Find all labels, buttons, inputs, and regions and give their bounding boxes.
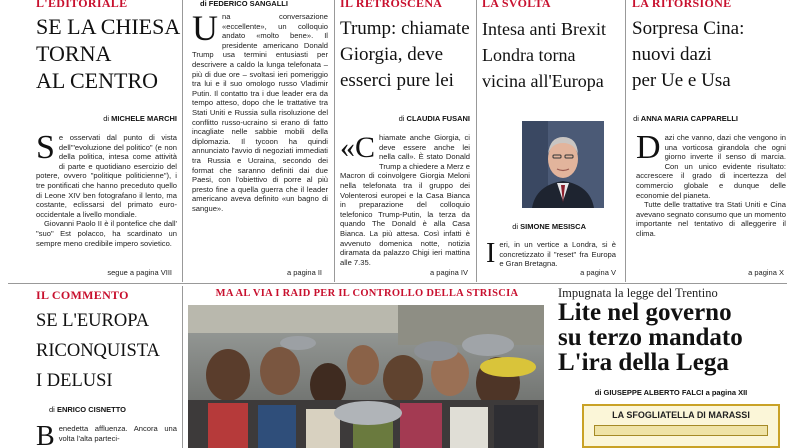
editorial-byline: di MICHELE MARCHI bbox=[103, 114, 177, 123]
headline-line: Trump: chiamate bbox=[340, 18, 470, 39]
portrait-image bbox=[522, 121, 604, 208]
author-name: SIMONE MESISCA bbox=[520, 222, 586, 231]
commento-byline: di ENRICO CISNETTO bbox=[49, 405, 126, 414]
headline-line: I DELUSI bbox=[36, 371, 113, 391]
retroscena-byline: di CLAUDIA FUSANI bbox=[398, 114, 470, 123]
author-name: MICHELE MARCHI bbox=[111, 114, 177, 123]
ritorsione-body: Dazi che vanno, dazi che vengono in una vorticosa girandola che ogni giorno inverte il senso di marcia. Con un unico evidente risultato: accrescere il grado di incertezza del commercio globale e dunque delle economie del pianeta. Tutte delle trattative tra Stati Uniti e Cina avevano segnato consumo que un momento importante nel tentativo di alleggerire il clima. bbox=[636, 133, 786, 238]
headline-line: vicina all'Europa bbox=[482, 71, 604, 91]
starmer-photo bbox=[522, 121, 604, 208]
ad-title: LA SFOGLIATELLA DI MARASSI bbox=[612, 410, 750, 420]
headline-line: Londra torna bbox=[482, 45, 576, 65]
dropcap: S bbox=[36, 133, 55, 166]
commento-kicker: IL COMMENTO bbox=[36, 288, 129, 302]
headline-line: SE L'EUROPA bbox=[36, 311, 150, 331]
headline-line: su terzo mandato bbox=[558, 324, 743, 351]
ad-banner-strip bbox=[594, 425, 768, 436]
commento-body: Benedetta affluenza. Ancora una volta l'alta parteci- bbox=[36, 424, 177, 448]
author-name: ANNA MARIA CAPPARELLI bbox=[640, 114, 738, 123]
row-rule bbox=[8, 283, 787, 284]
gaza-photo bbox=[188, 305, 544, 448]
crowd-image bbox=[188, 305, 544, 448]
headline-line: Sorpresa Cina: bbox=[632, 18, 745, 39]
svolta-kicker: LA SVOLTA bbox=[482, 0, 551, 10]
dropcap: «C bbox=[340, 133, 376, 164]
headline-line: SE LA CHIESA bbox=[36, 14, 181, 39]
column-rule bbox=[334, 0, 335, 282]
retroscena-kicker: IL RETROSCENA bbox=[340, 0, 443, 10]
svolta-byline: di SIMONE MESISCA bbox=[512, 222, 586, 231]
ritorsione-headline bbox=[632, 16, 792, 94]
column-rule bbox=[625, 0, 626, 282]
column-rule bbox=[182, 286, 183, 448]
retroscena-headline bbox=[340, 16, 475, 94]
headline-line: per Ue e Usa bbox=[632, 70, 731, 91]
editorial-kicker: L'EDITORIALE bbox=[36, 0, 128, 10]
ad-frame bbox=[582, 404, 780, 448]
column-rule bbox=[476, 0, 477, 282]
headline-line: AL CENTRO bbox=[36, 68, 159, 93]
dropcap: I bbox=[486, 240, 496, 269]
author-name: ENRICO CISNETTO bbox=[56, 405, 126, 414]
retroscena-body: «Chiamate anche Giorgia, ci deve essere anche lei nella call». È stato Donald Trump a chiedere a Merz e Macron di coinvolgere Giorgia Meloni nella telefonata tra il gruppo dei Volenterosi europei e la Casa Bianca in preparazione del colloquio telefonico Trump-Putin, la terza da quando The Donald è alla Casa Bianca. La più attesa. Così infatti è avvenuto domenica notte, notizia diramata da palazzo Chigi ieri mattina alle 7.35. bbox=[340, 133, 470, 267]
headline-line: Giorgia, deve bbox=[340, 44, 444, 65]
page-reference[interactable]: a pagina IV bbox=[430, 268, 468, 277]
page-reference[interactable]: a pagina V bbox=[580, 268, 616, 277]
author-name: CLAUDIA FUSANI bbox=[406, 114, 470, 123]
gaza-banner: MA AL VIA I RAID PER IL CONTROLLO DELLA STRISCIA bbox=[215, 288, 519, 299]
headline-line: Intesa anti Brexit bbox=[482, 19, 606, 39]
story-byline: di FEDERICO SANGALLI bbox=[200, 0, 288, 8]
dropcap: D bbox=[636, 133, 661, 166]
editorial-headline bbox=[36, 13, 181, 94]
dropcap: U bbox=[192, 12, 218, 48]
page-reference[interactable]: a pagina II bbox=[286, 268, 322, 277]
page-reference[interactable]: segue a pagina VIII bbox=[107, 268, 172, 277]
commento-headline bbox=[36, 306, 181, 396]
headline-line: nuovi dazi bbox=[632, 44, 712, 65]
svolta-headline bbox=[482, 16, 624, 94]
lega-kicker: Impugnata la legge del Trentino bbox=[558, 286, 718, 300]
column-rule bbox=[182, 0, 183, 282]
headline-line: TORNA bbox=[36, 41, 112, 66]
story-body: Una conversazione «eccellente», un colloquio andato «molto bene». Il presidente americano Donald Trump usa termini entusiasti per descrivere a caldo la lunga telefonata – più di due ore – svoltasi ieri pomeriggio tra lui e il suo omologo russo Vladimir Putin. Il contatto tra i due leader era da tempo atteso, dopo che le trattative tra Stati Uniti e Russia sulla risoluzione del conflitto russo-ucraino si erano di fatto incagliate nelle sabbie mobili della diplomazia. Il tycoon ha quindi annunciato l'avvio di negoziati immediati tra Russia e Ucraina, secondo dei format che saranno definiti dai due Paesi, con l'obiettivo di porre al più presto fine a quella guerra che il leader americano aveva definito «un bagno di sangue». bbox=[192, 12, 328, 213]
lega-byline[interactable]: di GIUSEPPE ALBERTO FALCI a pagina XII bbox=[594, 388, 748, 397]
lega-headline bbox=[558, 300, 790, 375]
headline-line: esserci pure lei bbox=[340, 70, 454, 91]
headline-line: L'ira della Lega bbox=[558, 349, 729, 376]
dropcap: B bbox=[36, 424, 55, 448]
editorial-body: Se osservati dal punto di vista dell'"evoluzione del politico" (e non della politica, intesa come attività di parte e quotidiano esercizio del potere, ovvero "politique politicienne"), i tre pontificati che hanno preceduto quello di Leone XIV ben fotografano il lento, ma costante, eclissarsi del primato euro-occidentale a livello mondiale. Giovanni Paolo II è il pontefice che dall' "suo" Est polacco, ha scardinato un sempre meno credibile impero sovietico. bbox=[36, 133, 177, 248]
svolta-body: Ieri, in un vertice a Londra, si è concretizzato il "reset" fra Europa e Gran Bretagna. bbox=[486, 240, 616, 269]
headline-line: RICONQUISTA bbox=[36, 341, 160, 361]
ritorsione-kicker: LA RITORSIONE bbox=[632, 0, 732, 10]
ritorsione-byline: di ANNA MARIA CAPPARELLI bbox=[633, 114, 738, 123]
headline-line: Lite nel governo bbox=[558, 299, 732, 326]
page-reference[interactable]: a pagina X bbox=[748, 268, 784, 277]
